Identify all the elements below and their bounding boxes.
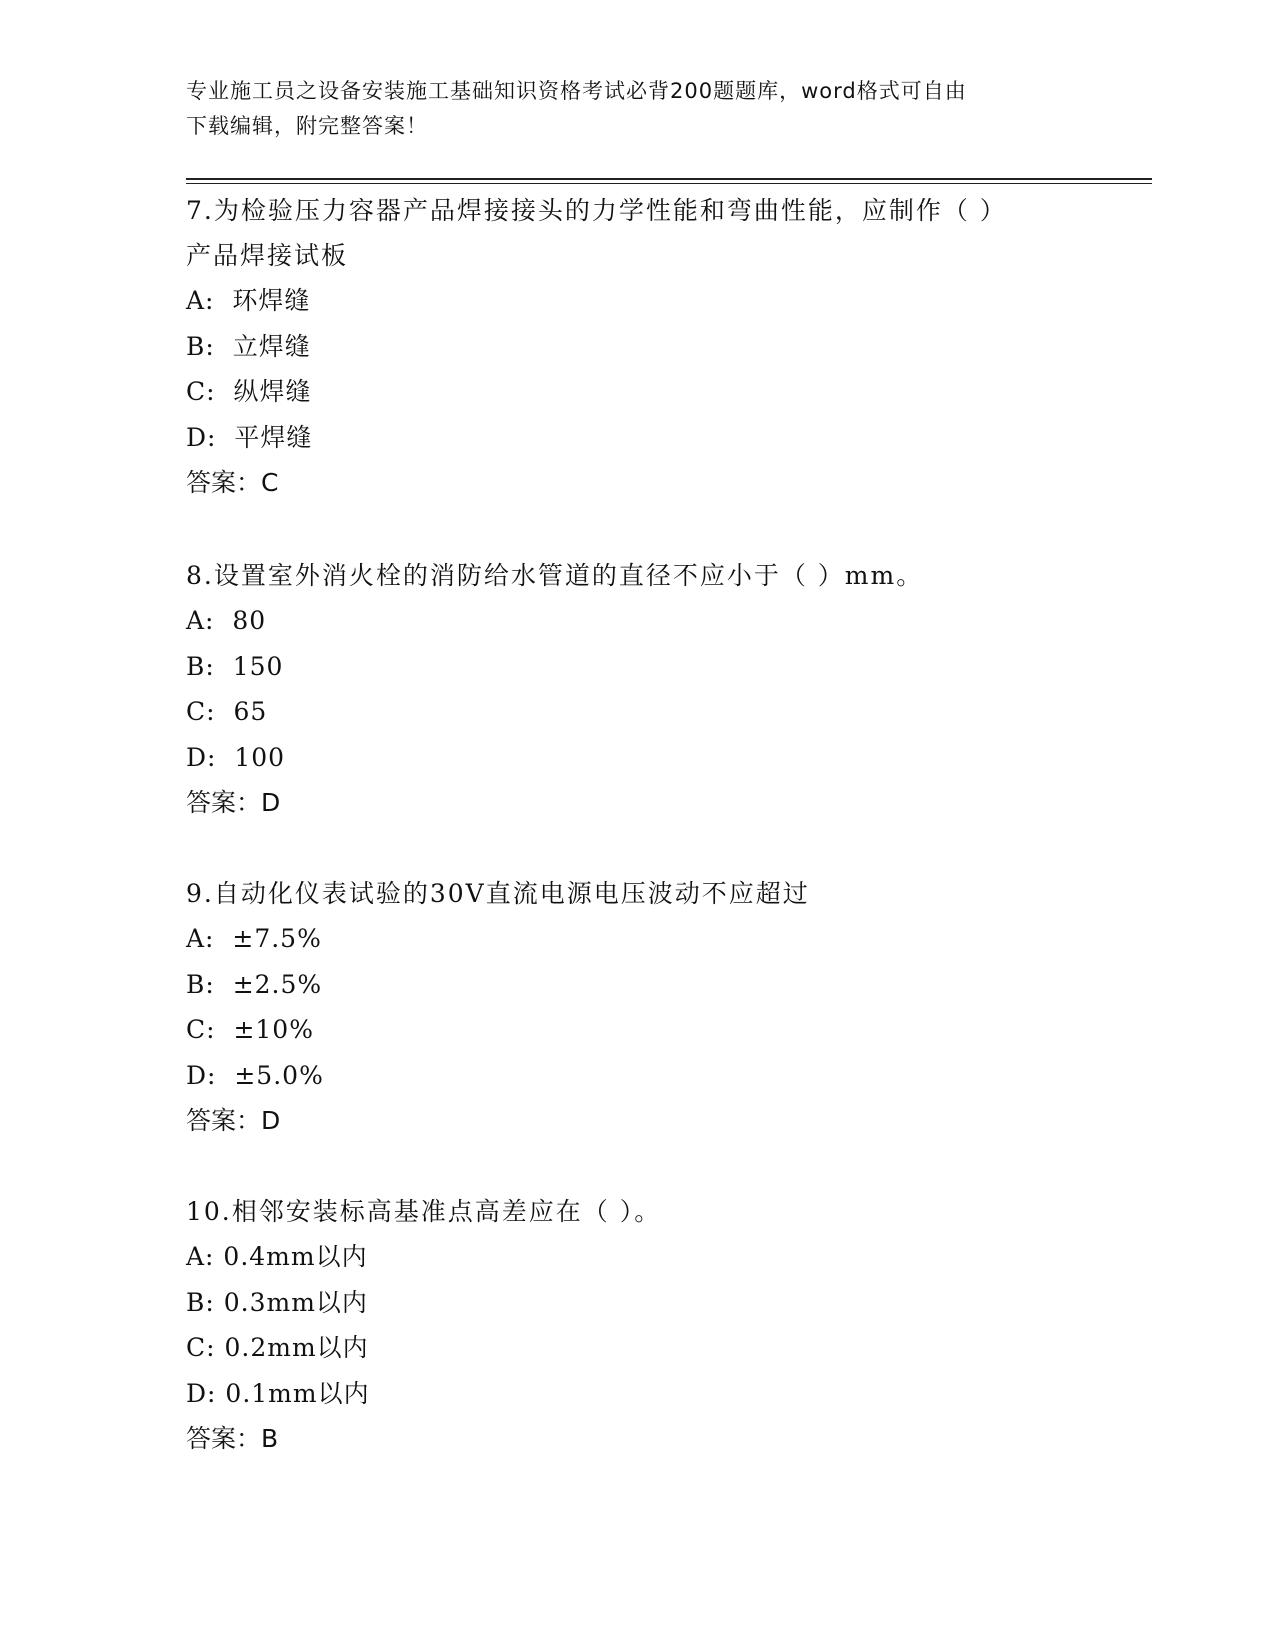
answer: 答案：D bbox=[186, 788, 281, 817]
question-7 bbox=[186, 188, 1086, 505]
option-b: B: 150 bbox=[186, 651, 284, 681]
document-header bbox=[186, 74, 1066, 144]
option-c: C: 纵焊缝 bbox=[186, 377, 312, 406]
answer: 答案：B bbox=[186, 1424, 279, 1453]
option-c: C: 0.2mm以内 bbox=[186, 1333, 369, 1362]
question-stem: 10.相邻安装标高基准点高差应在（ ）。 bbox=[186, 1197, 662, 1226]
option-b: B: ±2.5% bbox=[186, 969, 323, 999]
option-a: A: 80 bbox=[186, 606, 267, 635]
question-stem: 9.自动化仪表试验的30V直流电源电压波动不应超过 bbox=[186, 879, 810, 908]
option-d: D: 0.1mm以内 bbox=[186, 1378, 370, 1408]
question-stem: 8.设置室外消火栓的消防给水管道的直径不应小于（ ）mm。 bbox=[186, 561, 924, 590]
option-d: D: ±5.0% bbox=[186, 1060, 324, 1090]
option-b: B: 0.3mm以内 bbox=[186, 1287, 368, 1317]
option-d: D: 100 bbox=[186, 742, 286, 772]
option-c: C: ±10% bbox=[186, 1015, 314, 1044]
question-10 bbox=[186, 1189, 1086, 1461]
header-divider-thick bbox=[186, 178, 1152, 180]
question-8 bbox=[186, 553, 1086, 825]
question-stem: 7.为检验压力容器产品焊接接头的力学性能和弯曲性能，应制作（ ） bbox=[186, 196, 1007, 225]
question-9 bbox=[186, 871, 1086, 1143]
option-a: A: ±7.5% bbox=[186, 924, 322, 953]
question-stem-continued: 产品焊接试板 bbox=[186, 241, 349, 270]
header-line-2: 下载编辑，附完整答案！ bbox=[186, 114, 428, 138]
option-a: A: 0.4mm以内 bbox=[186, 1242, 368, 1271]
option-d: D: 平焊缝 bbox=[186, 422, 313, 452]
option-c: C: 65 bbox=[186, 697, 268, 726]
header-line-1: 专业施工员之设备安装施工基础知识资格考试必背200题题库，word格式可自由 bbox=[186, 79, 967, 103]
header-divider-thin bbox=[186, 183, 1152, 184]
option-a: A: 环焊缝 bbox=[186, 286, 311, 315]
answer: 答案：D bbox=[186, 1106, 281, 1135]
answer: 答案：C bbox=[186, 468, 279, 497]
option-b: B: 立焊缝 bbox=[186, 331, 311, 361]
